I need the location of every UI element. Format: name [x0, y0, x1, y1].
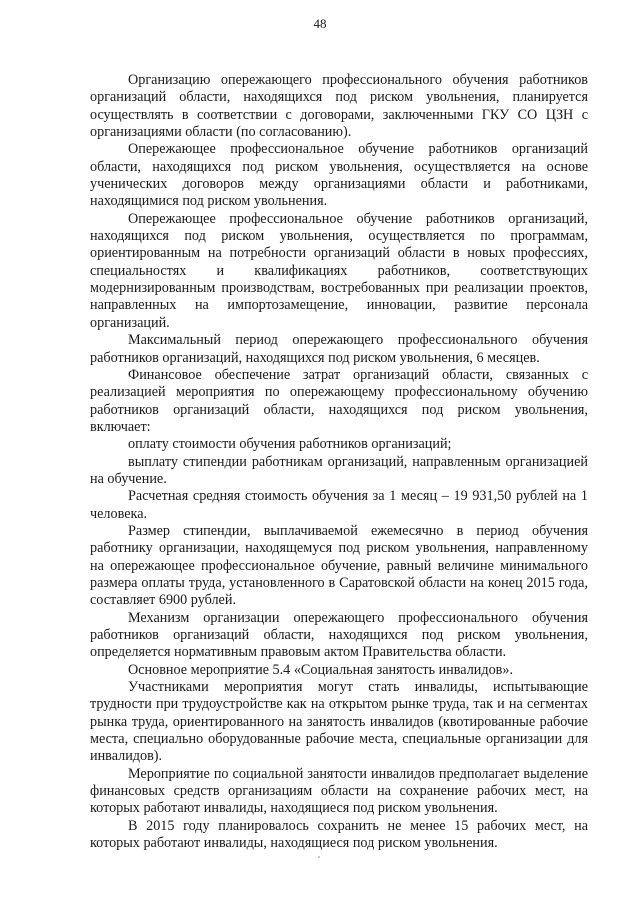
scan-speck: [318, 856, 320, 858]
section-heading: Основное мероприятие 5.4 «Социальная занятость инвалидов».: [128, 661, 514, 678]
list-item: выплату стипендии работникам организаций, направленным организацией на обучение.: [90, 453, 588, 487]
paragraph: Расчетная средняя стоимость обучения за 1 месяц – 19 931,50 рублей на 1 человека.: [90, 488, 588, 522]
document-body: [90, 72, 588, 852]
paragraph: В 2015 году планировалось сохранить не менее 15 рабочих мест, на которых работают инвалиды, находящиеся под риском увольнения.: [90, 817, 588, 852]
paragraph: Опережающее профессиональное обучение работников организаций, находящихся под риском увольнения, осуществляется по программам, ориентированным на потребности организаций области в новых профессиях, специальностях и квалификациях работников, соответствующих модернизированным производствам, востребованных при реализации проектов, направленных на импортозамещение, инновации, развитие персонала организаций.: [90, 210, 588, 331]
list-item: оплату стоимости обучения работников организаций;: [128, 436, 452, 453]
paragraph: Механизм организации опережающего профессионального обучения работников организаций области, находящихся под риском увольнения, определяется нормативным правовым актом Правительства области.: [90, 609, 588, 661]
paragraph: Участниками мероприятия могут стать инвалиды, испытывающие трудности при трудоустройстве как на открытом рынке труда, так и на сегментах рынка труда, ориентированного на занятость инвалидов (квотированные рабочие места, специально оборудованные рабочие места, специальные организации для инвалидов).: [90, 679, 588, 765]
paragraph: Максимальный период опережающего профессионального обучения работников организаций, находящихся под риском увольнения, 6 месяцев.: [90, 332, 588, 366]
paragraph: Размер стипендии, выплачиваемой ежемесячно в период обучения работнику организации, находящемуся под риском увольнения, направленному на опережающее профессиональное обучение, равный величине минимального размера оплаты труда, установленного в Саратовской области на конец 2015 года, составляет 6900 рублей.: [90, 522, 588, 609]
page-number: 48: [313, 16, 327, 31]
paragraph: Мероприятие по социальной занятости инвалидов предполагает выделение финансовых средств организациям области на сохранение рабочих мест, на которых работают инвалиды, находящиеся под риском увольнения.: [90, 765, 588, 817]
paragraph: Опережающее профессиональное обучение работников организаций области, находящихся под риском увольнения, осуществляется на основе ученических договоров между организациями области и работниками, находящимися под риском увольнения.: [90, 141, 588, 210]
paragraph: Финансовое обеспечение затрат организаций области, связанных с реализацией мероприятия по опережающему профессиональному обучению работников организаций области, находящихся под риском увольнения, включает:: [90, 366, 588, 435]
paragraph: Организацию опережающего профессионального обучения работников организаций области, находящихся под риском увольнения, планируется осуществлять в соответствии с договорами, заключенными ГКУ СО ЦЗН с организациями области (по согласованию).: [90, 72, 588, 141]
